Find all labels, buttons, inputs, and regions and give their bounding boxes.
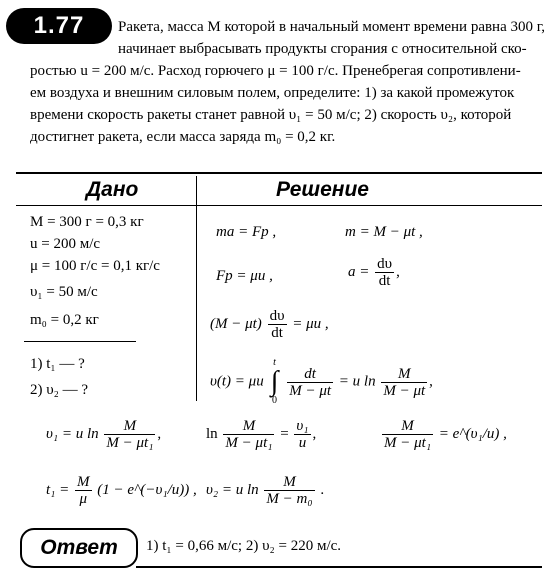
given-header: Дано xyxy=(86,178,139,201)
eq9-den: M − μt₁ xyxy=(384,435,432,451)
eq8-num2: υ₁ xyxy=(296,418,309,434)
answer-label: Ответ xyxy=(40,536,118,559)
equation-t1 xyxy=(46,474,197,507)
eq6-fraction xyxy=(287,366,333,399)
equation-motion xyxy=(210,308,329,341)
solution-header: Решение xyxy=(276,178,369,201)
equation-v1: υ₁ = u ln $\frac{M}{\text{M − μt₁}}$ , xyxy=(46,418,162,451)
equation-v2 xyxy=(206,474,324,507)
problem-line: достигнет ракета, если масса заряда m₀ = 0,2 кг. xyxy=(30,129,336,145)
eq8-mid: = xyxy=(280,425,289,442)
integral-upper: t xyxy=(273,357,276,368)
eq8-den: M − μt₁ xyxy=(225,435,273,451)
equation-ln: ln $\frac{M}{\text{M − μt₁}}$ = $\frac{\text{υ₁}}{u}$ , xyxy=(206,418,317,451)
eq6-left: υ(t) = μu xyxy=(210,373,264,390)
equation-exp xyxy=(380,418,507,451)
column-divider xyxy=(196,176,197,401)
eq4-fraction xyxy=(375,256,394,289)
given-item-v1: υ₁ = 50 м/с xyxy=(30,284,98,300)
eq10-right: (1 − e^(−υ₁/u)) , xyxy=(97,481,197,498)
eq9-fraction xyxy=(382,418,433,451)
eq6-fraction2 xyxy=(381,366,427,399)
eq7-fraction xyxy=(104,418,155,451)
eq9-num: M xyxy=(382,418,433,435)
eq8-fraction2 xyxy=(294,418,310,451)
top-rule xyxy=(16,172,542,174)
eq8-left: ln xyxy=(206,425,218,442)
eq6-mid: = u ln xyxy=(338,373,376,390)
eq7-left: υ₁ = u ln xyxy=(46,425,99,442)
integral-sign: ∫ xyxy=(270,366,279,397)
problem-line: Ракета, масса M которой в начальный момент времени равна 300 г, xyxy=(118,19,545,35)
eq6-den: M − μt xyxy=(289,382,332,399)
integral-lower: 0 xyxy=(271,395,277,406)
equation-thrust: Fр = μu , xyxy=(216,268,273,284)
eq7-den: M − μt₁ xyxy=(106,435,154,451)
eq4-den: dt xyxy=(378,273,391,289)
eq10-num: M xyxy=(77,474,90,490)
eq5-right: = μu , xyxy=(292,315,329,332)
eq4-left: a = xyxy=(348,263,370,280)
given-item-mass: M = 300 г = 0,3 кг xyxy=(30,214,144,230)
answer-text: 1) t₁ = 0,66 м/с; 2) υ₂ = 220 м/с. xyxy=(146,538,342,554)
bottom-rule xyxy=(136,566,542,568)
eq11-fraction xyxy=(264,474,314,507)
given-item-flow: μ = 100 г/с = 0,1 кг/с xyxy=(30,258,160,274)
eq11-left: υ₂ = u ln xyxy=(206,481,259,498)
problem-number-badge xyxy=(6,8,112,44)
equation-acceleration: a = $\frac{d\upsilon}{dt}$ , xyxy=(348,256,400,289)
eq5-fraction xyxy=(268,308,287,341)
eq5-left: (M − μt) xyxy=(210,315,262,332)
eq11-right: . xyxy=(320,481,325,498)
header-rule xyxy=(16,205,542,206)
eq10-fraction xyxy=(75,474,92,507)
eq8-den2: u xyxy=(298,435,307,451)
given-find-rule xyxy=(24,341,136,342)
eq8-fraction xyxy=(223,418,274,451)
eq11-den: M − m₀ xyxy=(266,491,313,507)
equation-mass: m = M − μt , xyxy=(345,224,423,240)
find-t1: 1) t₁ — ? xyxy=(30,356,85,372)
find-v2: 2) υ₂ — ? xyxy=(30,382,89,398)
eq4-num: dυ xyxy=(377,256,393,272)
eq5-num: dυ xyxy=(269,308,285,324)
given-item-m0: m₀ = 0,2 кг xyxy=(30,312,99,328)
eq6-num2: M xyxy=(381,366,427,383)
eq8-num: M xyxy=(223,418,274,435)
problem-statement-body xyxy=(30,60,546,148)
eq5-den: dt xyxy=(271,325,283,341)
eq6-den2: M − μt xyxy=(383,382,426,399)
eq10-left: t₁ = xyxy=(46,481,70,498)
problem-line: времени скорость ракеты станет равной υ₁ = 50 м/с; 2) скорость υ₂, которой xyxy=(30,107,512,123)
problem-line: начинает выбрасывать продукты сгорания с относительной ско- xyxy=(118,41,527,57)
problem-line: ростью u = 200 м/с. Расход горючего μ = 100 г/с. Пренебрегая сопротивлени- xyxy=(30,63,521,79)
eq6-num: dt xyxy=(287,366,333,383)
problem-statement-top xyxy=(118,16,546,60)
eq7-num: M xyxy=(104,418,155,435)
equation-newton: ma = Fр , xyxy=(216,224,277,240)
eq10-den: μ xyxy=(79,491,88,507)
equation-integral: υ(t) = μu t ∫ 0 $\frac{dt}{M - \mu t}$ = u ln $\frac{M}{M - \mu t}$ , xyxy=(210,357,433,406)
answer-label-box xyxy=(20,528,138,568)
given-item-speed: u = 200 м/с xyxy=(30,236,101,252)
problem-line: ем воздуха и внешним силовым полем, определите: 1) за какой промежуток xyxy=(30,85,515,101)
eq9-right: = e^(υ₁/u) , xyxy=(438,425,507,442)
problem-number: 1.77 xyxy=(28,12,91,40)
eq11-num: M xyxy=(264,474,314,491)
